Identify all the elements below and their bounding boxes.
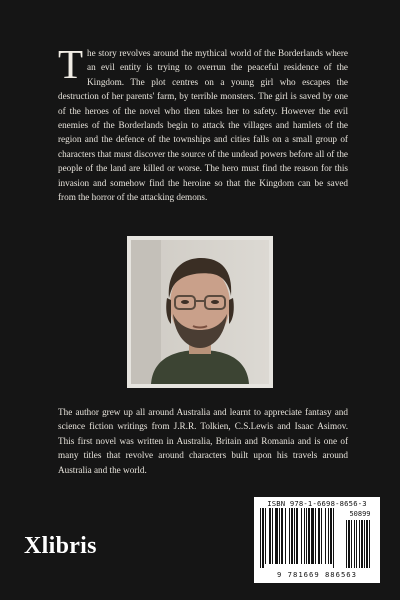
barcode-bar xyxy=(262,508,264,568)
blurb-text: he story revolves around the mythical world of the Borderlands where an evil entity is trying to overrun the peaceful residence of the Kingdom. The plot centres on a young girl who escapes the destruction of her parents' farm, by terrible monsters. The girl is saved by one of the heroes of the novel who then takes her to safety. However the evil enemies of the Borderlands begin to attack the villages and hamlets of the region and the defence of the townships and cities falls on a small group of characters that must discover the source of the undead powers before all of the people of the land are killed or worse. The hero must find the reason for this invasion and somehow find the heroine so that the Kingdom can be saved from the horror of the attacking demons. xyxy=(58,48,348,203)
barcode-bar xyxy=(260,508,261,568)
addon-bar xyxy=(348,520,350,568)
barcode-bar xyxy=(294,508,295,564)
barcode-bar xyxy=(308,508,310,564)
barcode-bar xyxy=(325,508,326,564)
barcode-bar xyxy=(321,508,322,564)
barcode-bar xyxy=(289,508,290,564)
barcode-bar xyxy=(281,508,283,564)
barcode-bar xyxy=(272,508,273,564)
addon-bar xyxy=(366,520,368,568)
addon-bar xyxy=(346,520,347,568)
addon-number: 50899 xyxy=(349,510,371,518)
book-blurb xyxy=(58,41,348,204)
barcode-bar xyxy=(315,508,316,564)
isbn-barcode xyxy=(254,497,380,583)
barcode-bar xyxy=(269,508,271,564)
addon-bar xyxy=(364,520,365,568)
barcode-bar xyxy=(318,508,320,564)
addon-bar xyxy=(356,520,357,568)
publisher-logo: Xlibris xyxy=(24,533,97,559)
barcode-bar xyxy=(333,508,334,568)
addon-bar xyxy=(351,520,352,568)
barcode-bar xyxy=(285,508,286,564)
barcode-bar xyxy=(328,508,329,564)
addon-bar xyxy=(369,520,370,568)
barcode-bar xyxy=(265,508,266,564)
drop-cap: T xyxy=(58,41,84,87)
barcode-bar xyxy=(275,508,278,564)
addon-bar xyxy=(354,520,355,568)
author-bio: The author grew up all around Australia and learnt to appreciate fantasy and science fiction writings from J.R.R. Tolkien, C.S.Lewis and Isaac Asimov. This first novel was written in Australia, Britain and Romania and is one of many titles that revolve around characters built upon his travels around Australia and the world. xyxy=(58,407,348,475)
author-photo xyxy=(127,236,273,388)
author-portrait-icon xyxy=(131,240,269,384)
barcode-bar xyxy=(291,508,293,564)
barcode-bar xyxy=(301,508,302,564)
ean-number: 9 781669 886563 xyxy=(277,570,357,579)
barcode-bars xyxy=(258,508,376,568)
barcode-bar xyxy=(311,508,314,564)
barcode-bar xyxy=(330,508,332,564)
addon-bar xyxy=(361,520,363,568)
addon-bar xyxy=(359,520,360,568)
barcode-bar xyxy=(304,508,305,564)
barcode-bar xyxy=(296,508,298,564)
barcode-bar xyxy=(279,508,280,564)
isbn-label: ISBN 978-1-6698-8656-3 xyxy=(267,499,367,508)
barcode-bar xyxy=(306,508,307,564)
